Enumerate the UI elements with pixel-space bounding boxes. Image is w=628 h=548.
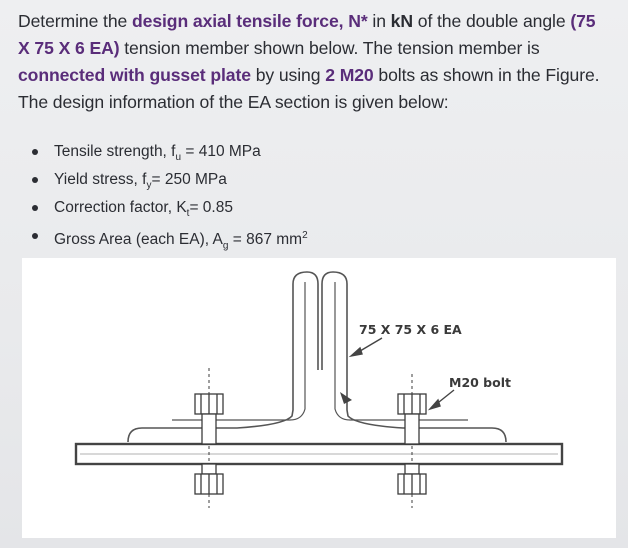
bullet-icon bbox=[32, 205, 38, 211]
design-force-highlight: design axial tensile force, N* bbox=[132, 11, 368, 31]
question-text-part: in bbox=[367, 11, 391, 31]
question-text-part: Determine the bbox=[18, 11, 132, 31]
spec-superscript: 2 bbox=[302, 230, 308, 241]
left-angle-outline bbox=[128, 272, 318, 442]
left-angle-inner bbox=[172, 282, 305, 420]
spec-value: = 0.85 bbox=[189, 199, 233, 216]
bolts-highlight: 2 M20 bbox=[325, 65, 374, 85]
spec-value: = 867 mm bbox=[228, 231, 303, 249]
bullet-icon bbox=[32, 233, 38, 239]
question-text-part: by using bbox=[250, 65, 326, 85]
gusset-highlight: connected with gusset plate bbox=[18, 65, 251, 85]
spec-subscript: y bbox=[146, 180, 152, 192]
angle-leader-arrow bbox=[351, 338, 382, 356]
spec-subscript: g bbox=[222, 240, 229, 252]
question-text-part: of the double angle bbox=[412, 11, 571, 31]
spec-item-yield-stress bbox=[30, 166, 308, 194]
question-text bbox=[18, 8, 610, 116]
spec-item-correction-factor bbox=[30, 194, 308, 222]
right-bolt bbox=[398, 374, 426, 508]
spec-item-gross-area bbox=[30, 222, 308, 250]
spec-value: = 250 MPa bbox=[151, 171, 227, 188]
angle-section-label: 75 X 75 X 6 EA bbox=[359, 322, 462, 337]
section-highlight: (75 X 75 X 6 EA) bbox=[18, 11, 596, 58]
bullet-icon bbox=[32, 149, 38, 155]
spec-label: Tensile strength, f bbox=[54, 143, 176, 160]
question-text-part: bolts as shown in the Figure. The design information of the EA section is given below: bbox=[18, 65, 600, 112]
spec-value: = 410 MPa bbox=[181, 143, 261, 160]
spec-label: Gross Area (each EA), A bbox=[54, 231, 223, 249]
connection-figure bbox=[22, 258, 616, 538]
spec-list bbox=[30, 138, 308, 250]
spec-label: Yield stress, f bbox=[54, 171, 147, 188]
small-arrow-marker bbox=[340, 392, 352, 404]
bolt-leader-arrow bbox=[430, 390, 454, 409]
spec-subscript: t bbox=[186, 208, 190, 220]
connection-drawing bbox=[22, 258, 616, 538]
spec-label: Correction factor, K bbox=[54, 199, 187, 216]
bolt-label: M20 bolt bbox=[449, 375, 511, 390]
spec-item-tensile-strength bbox=[30, 138, 308, 166]
unit-highlight: kN bbox=[390, 11, 413, 31]
spec-subscript: u bbox=[175, 152, 182, 164]
question-text-part: tension member shown below. The tension member is bbox=[119, 38, 540, 58]
bullet-icon bbox=[32, 177, 38, 183]
left-bolt bbox=[195, 368, 223, 508]
